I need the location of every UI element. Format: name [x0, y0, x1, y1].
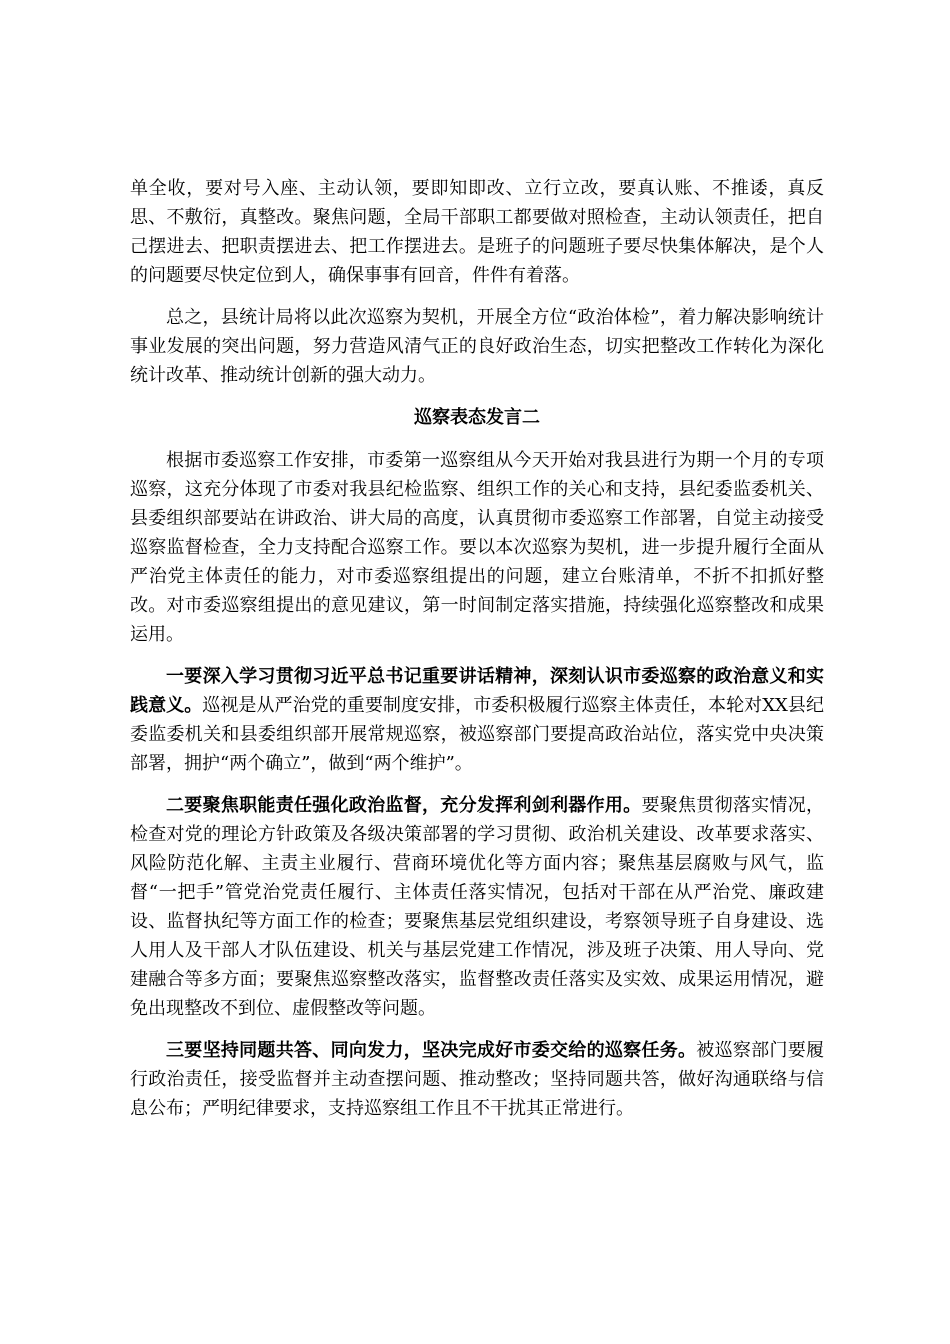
document-body [130, 174, 824, 1136]
paragraph-point-3 [130, 1036, 824, 1123]
paragraph-text: 巡视是从严治党的重要制度安排，市委积极履行巡察主体责任，本轮对XX县纪委监委机关和县委组织部开展常规巡察，被巡察部门要提高政治站位，落实党中央决策部署，拥护“两个确立”，做到“两个维护”。 [130, 695, 824, 774]
paragraph-text: 要聚焦贯彻落实情况，检查对党的理论方针政策及各级决策部署的学习贯彻、政治机关建设、改革要求落实、风险防范化解、主责主业履行、营商环境优化等方面内容；聚焦基层腐败与风气，监督“一把手”管党治党责任履行、主体责任落实情况，包括对干部在从严治党、廉政建设、监督执纪等方面工作的检查；要聚焦基层党组织建设，考察领导班子自身建设、选人用人及干部人才队伍建设、机关与基层党建工作情况，涉及班子决策、用人导向、党建融合等多方面；要聚焦巡察整改落实，监督整改责任落实及实效、成果运用情况，避免出现整改不到位、虚假整改等问题。 [130, 795, 825, 1019]
paragraph-lead: 二要聚焦职能责任强化政治监督，充分发挥利剑利器作用。 [166, 795, 642, 816]
paragraph-point-2 [130, 791, 824, 1023]
paragraph-text: 总之，县统计局将以此次巡察为契机，开展全方位“政治体检”，着力解决影响统计事业发展的突出问题，努力营造风清气正的良好政治生态，切实把整改工作转化为深化统计改革、推动统计创新的强大动力。 [130, 307, 824, 386]
paragraph-intro [130, 446, 824, 649]
paragraph-text: 单全收，要对号入座、主动认领，要即知即改、立行立改，要真认账、不推诿，真反思、不敷衍，真整改。聚焦问题，全局干部职工都要做对照检查，主动认领责任，把自己摆进去、把职责摆进去、把工作摆进去。是班子的问题班子要尽快集体解决，是个人的问题要尽快定位到人，确保事事有回音，件件有着落。 [130, 178, 824, 286]
paragraph-text: 被巡察部门要履行政治责任，接受监督并主动查摆问题、推动整改；坚持同题共答，做好沟通联络与信息公布；严明纪律要求，支持巡察组工作且不干扰其正常进行。 [130, 1040, 825, 1119]
paragraph-lead: 一要深入学习贯彻习近平总书记重要讲话精神，深刻认识市委巡察的政治意义和实践意义。 [130, 666, 824, 716]
paragraph-point-1 [130, 662, 824, 778]
paragraph-text: 根据市委巡察工作安排，市委第一巡察组从今天开始对我县进行为期一个月的专项巡察，这充分体现了市委对我县纪检监察、组织工作的关心和支持，县纪委监委机关、县委组织部要站在讲政治、讲大局的高度，认真贯彻市委巡察工作部署，自觉主动接受巡察监督检查，全力支持配合巡察工作。要以本次巡察为契机，进一步提升履行全面从严治党主体责任的能力，对市委巡察组提出的问题，建立台账清单，不折不扣抓好整改。对市委巡察组提出的意见建议，第一时间制定落实措施，持续强化巡察整改和成果运用。 [130, 450, 824, 645]
section-title: 巡察表态发言二 [414, 407, 540, 428]
paragraph-summary [130, 303, 824, 390]
paragraph-lead: 三要坚持同题共答、同向发力，坚决完成好市委交给的巡察任务。 [166, 1040, 697, 1061]
paragraph-continued [130, 174, 824, 290]
